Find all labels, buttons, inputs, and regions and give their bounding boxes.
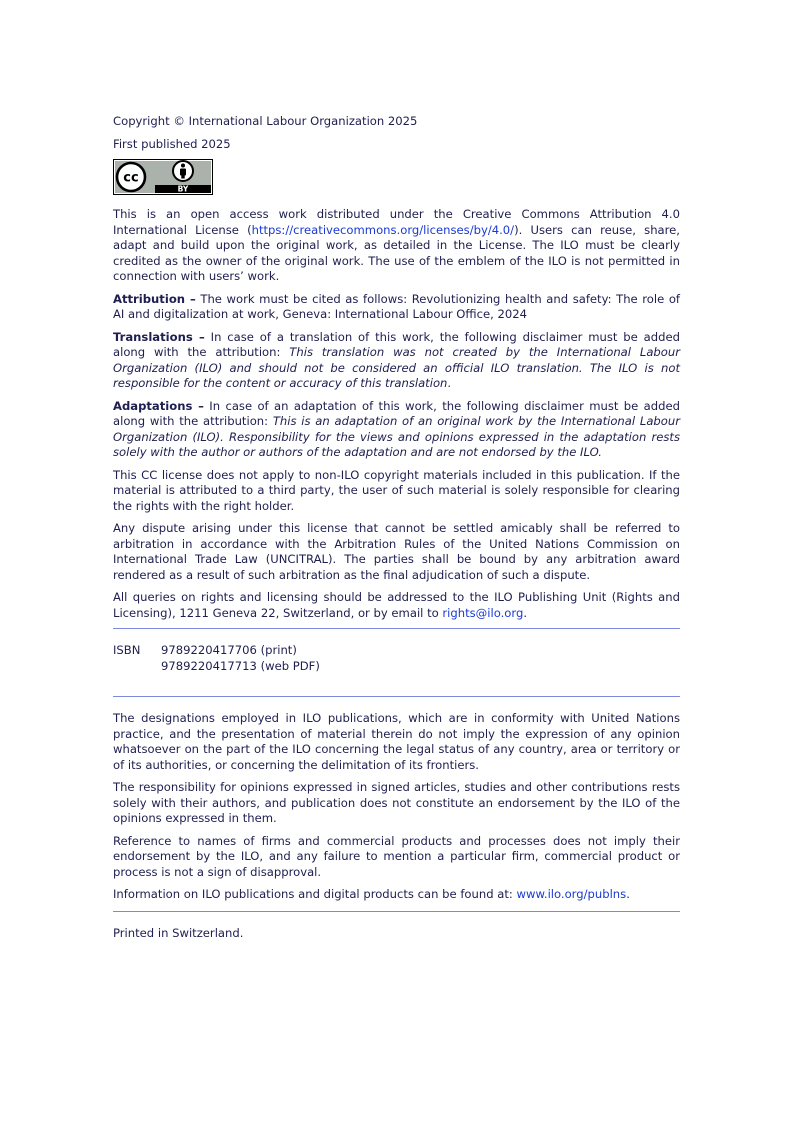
adaptations-label: Adaptations – bbox=[113, 398, 204, 413]
publications-link[interactable]: www.ilo.org/publns bbox=[516, 887, 627, 901]
reference-paragraph: Reference to names of firms and commercial products and processes does not imply their endorsement by the ILO, and any failure to mention a particular firm, commercial product or process is not a sign of disapproval. bbox=[113, 833, 680, 879]
copyright-line: Copyright © International Labour Organization 2025 bbox=[113, 114, 418, 128]
adaptations-paragraph: Adaptations – In case of an adaptation of this work, the following disclaimer must be added along with the attribution: This is an adaptation of an original work by the International Labour Organization (ILO). Responsibility for the views and opinions expressed in the adaptation rests solely with the author or authors of the adaptation and are not endorsed by the ILO. bbox=[113, 398, 680, 459]
isbn-label: ISBN bbox=[113, 643, 141, 657]
cc-license-link[interactable]: https://creativecommons.org/licenses/by/4.0/ bbox=[251, 222, 515, 237]
divider-2 bbox=[113, 696, 680, 697]
cc-license-note: This CC license does not apply to non-ILO copyright materials included in this publication. If the material is attributed to a third party, the user of such material is solely responsible for clearing the rights with the right holder. bbox=[113, 467, 680, 513]
divider-1 bbox=[113, 628, 680, 629]
attribution-paragraph: Attribution – The work must be cited as follows: Revolutionizing health and safety: The role of AI and digitalization at work, Geneva: International Labour Office, 2024 bbox=[113, 291, 680, 321]
cc-by-license-icon bbox=[113, 159, 213, 195]
designations-paragraph: The designations employed in ILO publications, which are in conformity with United Nations practice, and the presentation of material therein do not imply the expression of any opinion whatsoever on the part of the ILO concerning the legal status of any country, area or territory or of its authorities, or concerning the delimitation of its frontiers. bbox=[113, 711, 680, 772]
copyright-page bbox=[113, 114, 680, 948]
translations-label: Translations – bbox=[113, 329, 205, 344]
isbn-web: 9789220417713 (web PDF) bbox=[161, 658, 320, 673]
translations-paragraph: Translations – In case of a translation of this work, the following disclaimer must be added along with the attribution: This translation was not created by the International Labour Organization (ILO) and should not be considered an official ILO translation. The ILO is not responsible for the content or accuracy of this translation. bbox=[113, 329, 681, 390]
open-access-paragraph: This is an open access work distributed under the Creative Commons Attribution 4.0 International License (https://creativecommons.org/licenses/by/4.0/). Users can reuse, share, adapt and build upon the original work, as detailed in the License. The ILO must be clearly credited as the owner of the original work. The use of the emblem of the ILO is not permitted in connection with users’ work. bbox=[113, 207, 680, 283]
cc-badge-by-text: BY bbox=[177, 184, 189, 194]
attribution-label: Attribution – bbox=[113, 291, 196, 306]
queries-paragraph: All queries on rights and licensing should be addressed to the ILO Publishing Unit (Rights and Licensing), 1211 Geneva 22, Switzerland, or by email to rights@ilo.org. bbox=[113, 590, 680, 620]
isbn-print: 9789220417706 (print) bbox=[161, 643, 297, 657]
first-published-line: First published 2025 bbox=[113, 136, 231, 151]
cc-badge-cc-text: cc bbox=[123, 170, 139, 186]
disclaimers-section bbox=[113, 711, 680, 903]
info-paragraph: Information on ILO publications and digital products can be found at: www.ilo.org/publns. bbox=[113, 887, 630, 901]
isbn-block bbox=[113, 643, 680, 674]
divider-3 bbox=[113, 911, 680, 912]
rights-email-link[interactable]: rights@ilo.org bbox=[442, 605, 524, 620]
responsibility-paragraph: The responsibility for opinions expressed in signed articles, studies and other contributions rests solely with their authors, and publication does not constitute an endorsement by the ILO of the opinions expressed in them. bbox=[113, 780, 680, 825]
dispute-note: Any dispute arising under this license that cannot be settled amicably shall be referred to arbitration in accordance with the Arbitration Rules of the United Nations Commission on International Trade Law (UNCITRAL). The parties shall be bound by any arbitration award rendered as a result of such arbitration as the final adjudication of such a dispute. bbox=[113, 521, 680, 582]
printed-line: Printed in Switzerland. bbox=[113, 925, 244, 940]
